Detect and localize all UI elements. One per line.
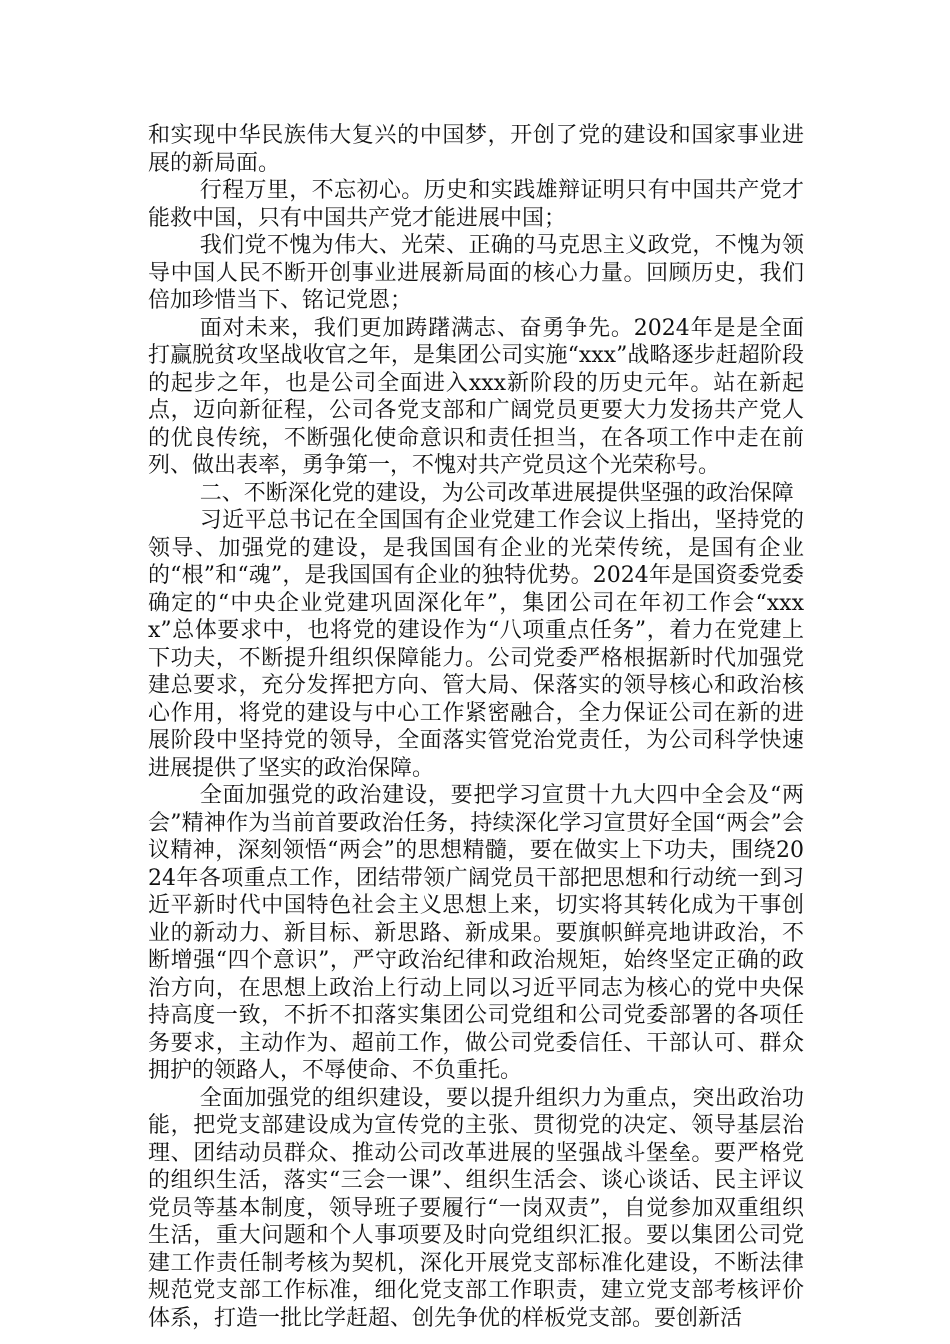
document-body: [148, 122, 804, 1332]
paragraph: 习近平总书记在全国国有企业党建工作会议上指出，坚持党的领导、加强党的建设，是我国国有企业的光荣传统，是国有企业的“根”和“魂”，是我国国有企业的独特优势。2024年是国资委党委确定的“中央企业党建巩固深化年”，集团公司在年初工作会“xxxx”总体要求中，也将党的建设作为“八项重点任务”，着力在党建上下功夫，不断提升组织保障能力。公司党委严格根据新时代加强党建总要求，充分发挥把方向、管大局、保落实的领导核心和政治核心作用，将党的建设与中心工作紧密融合，全力保证公司在新的进展阶段中坚持党的领导，全面落实管党治党责任，为公司科学快速进展提供了坚实的政治保障。: [148, 508, 804, 781]
paragraph: 面对未来，我们更加踌躇满志、奋勇争先。2024年是是全面打赢脱贫攻坚战收官之年，是集团公司实施“xxx”战略逐步赶超阶段的起步之年，也是公司全面进入xxx新阶段的历史元年。站在新起点，迈向新征程，公司各党支部和广阔党员更要大力发扬共产党人的优良传统，不断强化使命意识和责任担当，在各项工作中走在前列、做出表率，勇争第一，不愧对共产党员这个光荣称号。: [148, 315, 804, 478]
paragraph: 行程万里，不忘初心。历史和实践雄辩证明只有中国共产党才能救中国，只有中国共产党才能进展中国；: [148, 178, 804, 231]
section-heading: 二、不断深化党的建设，为公司改革进展提供坚强的政治保障: [199, 480, 794, 506]
paragraph: 全面加强党的政治建设，要把学习宣贯十九大四中全会及“两会”精神作为当前首要政治任务，持续深化学习宣贯好全国“两会”会议精神，深刻领悟“两会”的思想精髓，要在做实上下功夫，围绕2024年各项重点工作，团结带领广阔党员干部把思想和行动统一到习近平新时代中国特色社会主义思想上来，切实将其转化成为干事创业的新动力、新目标、新思路、新成果。要旗帜鲜亮地讲政治，不断增强“四个意识”，严守政治纪律和政治规矩，始终坚定正确的政治方向，在思想上政治上行动上同以习近平同志为核心的党中央保持高度一致，不折不扣落实集团公司党组和公司党委部署的各项任务要求，主动作为、超前工作，做公司党委信任、干部认可、群众拥护的领路人，不辱使命、不负重托。: [148, 783, 804, 1083]
paragraph: 我们党不愧为伟大、光荣、正确的马克思主义政党，不愧为领导中国人民不断开创事业进展新局面的核心力量。回顾历史，我们倍加珍惜当下、铭记党恩；: [148, 233, 804, 313]
paragraph: 全面加强党的组织建设，要以提升组织力为重点，突出政治功能，把党支部建设成为宣传党的主张、贯彻党的决定、领导基层治理、团结动员群众、推动公司改革进展的坚强战斗堡垒。要严格党的组织生活，落实“三会一课”、组织生活会、谈心谈话、民主评议党员等基本制度，领导班子要履行“一岗双责”，自觉参加双重组织生活，重大问题和个人事项要及时向党组织汇报。要以集团公司党建工作责任制考核为契机，深化开展党支部标准化建设，不断法律规范党支部工作标准，细化党支部工作职责，建立党支部考核评价体系，打造一批比学赶超、创先争优的样板党支部。要创新活: [148, 1085, 804, 1331]
paragraph: 和实现中华民族伟大复兴的中国梦，开创了党的建设和国家事业进展的新局面。: [148, 123, 804, 176]
